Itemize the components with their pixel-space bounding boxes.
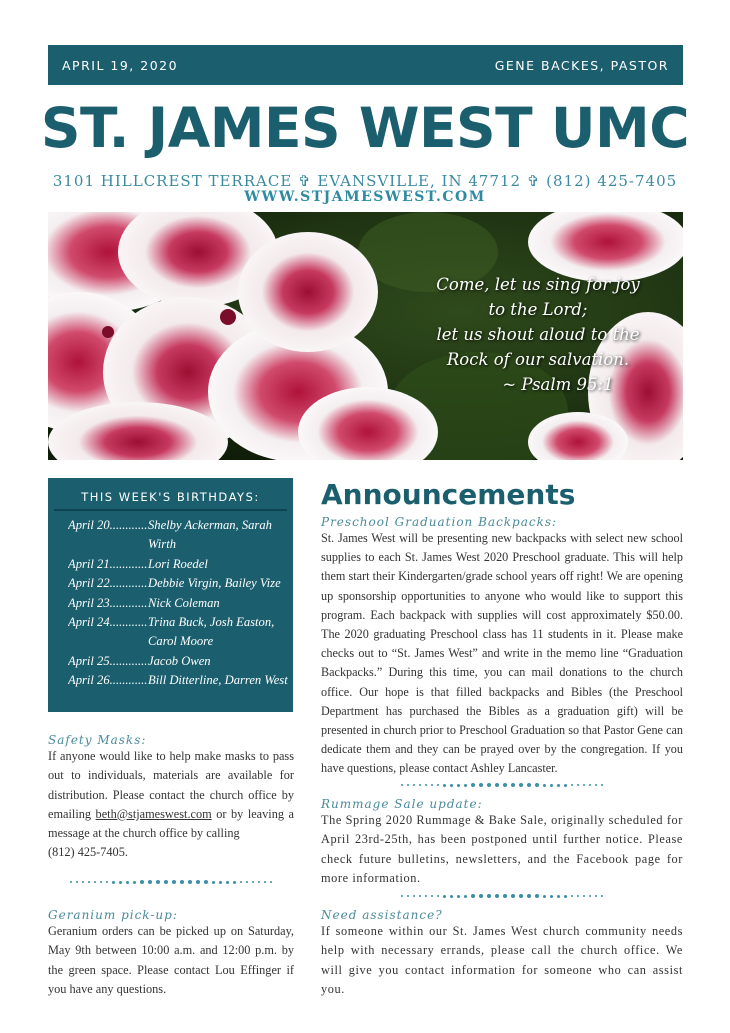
birthday-row <box>68 574 293 593</box>
quote-line: Come, let us sing for joy <box>436 275 640 294</box>
birthday-date: April 22 ..... <box>68 574 148 593</box>
divider-dot <box>112 881 115 884</box>
divider-dot <box>495 894 499 898</box>
divider-dot <box>126 881 129 884</box>
birthday-names: Bill Ditterline, Darren West <box>148 673 288 688</box>
divider-dot <box>464 895 467 898</box>
email-link[interactable]: beth@stjameswest.com <box>95 806 212 821</box>
hero-image <box>48 212 683 460</box>
divider-dot <box>264 881 266 883</box>
divider-dot <box>164 880 168 884</box>
birthday-row <box>68 555 293 574</box>
divider-dot <box>519 783 523 787</box>
divider-dot <box>270 881 272 883</box>
geranium-body: Geranium orders can be picked up on Saturday, May 9th between 10:00 a.m. and 12:00 p.m. by the green space. Please contact Lou Effinger if you have any questions. <box>48 924 294 996</box>
pastor-name: GENE BACKES, PASTOR <box>494 57 669 73</box>
divider-dot <box>564 895 567 898</box>
divider-dot <box>577 895 579 897</box>
birthday-date: April 23 ..... <box>68 594 148 613</box>
rummage-body: The Spring 2020 Rummage & Bake Sale, originally scheduled for April 23rd-25th, has been postponed until further notice. Please check future bulletins, newsletters, and the Facebook page for more information. <box>321 813 683 885</box>
divider-dot <box>425 784 427 786</box>
divider-dot <box>589 895 591 897</box>
birthday-row <box>68 613 293 652</box>
divider-dot <box>557 895 560 898</box>
divider-dot <box>401 895 403 897</box>
divider-dot <box>503 894 507 898</box>
divider-dot <box>457 784 460 787</box>
birthday-date: April 21 ..... <box>68 555 148 574</box>
preschool-body: St. James West will be presenting new backpacks with select new school supplies to each St. James West 2020 Preschool graduate. This will help them start their Kindergarten/grade school years off right! We are opening up sponsorship opportunities to anyone who would like to support this program. Each backpack with supplies will cost approximately $50.00. The 2020 graduating Preschool class has 11 students in it. Please make checks out to “St. James West” and write in the memo line “Graduation Backpacks.” During this time, you can mail donations to the church office. Our hope is that filled backpacks and Bibles (the Preschool Department has purchased the Bibles as a graduation gift) will be presented in church prior to Preschool Graduation so that Pastor Gene can dedicate them and they can be prayed over by the congregation. If you have questions, please contact Ashley Lancaster. <box>321 531 683 776</box>
divider-dot <box>511 894 515 898</box>
divider-dot <box>457 895 460 898</box>
divider-dot <box>133 881 136 884</box>
divider-dot <box>550 895 553 898</box>
divider-dot <box>543 784 546 787</box>
rummage-heading: Rummage Sale update: <box>321 797 483 811</box>
divider-dot <box>595 895 597 897</box>
divider-dot <box>577 784 579 786</box>
divider-dot <box>431 895 433 897</box>
church-address: 3101 HILLCREST TERRACE ✞ EVANSVILLE, IN 47712 ✞ (812) 425-7405 <box>52 172 678 190</box>
divider-dot <box>450 784 453 787</box>
assistance-body: If someone within our St. James West church community needs help with necessary errands, please call the church office. We will give you contact information for someone who can assist you. <box>321 924 683 996</box>
divider-dot <box>246 881 248 883</box>
divider-dot <box>535 894 539 898</box>
divider-dot <box>450 895 453 898</box>
divider-dot <box>196 880 200 884</box>
birthday-names: Trina Buck, Josh Easton, Carol Moore <box>148 615 275 649</box>
birthdays-box <box>48 478 293 712</box>
divider-dot <box>413 784 415 786</box>
divider-dot <box>437 784 439 786</box>
birthday-date: April 20 ..... <box>68 516 148 555</box>
header-bar <box>48 45 683 85</box>
divider-dot <box>479 783 483 787</box>
divider-dot <box>172 880 176 884</box>
divider-dot <box>589 784 591 786</box>
divider-dot <box>156 880 160 884</box>
divider-dot <box>571 895 573 897</box>
birthday-row <box>68 652 293 671</box>
quote-line: to the Lord; <box>488 300 588 319</box>
birthdays-list <box>48 511 293 691</box>
preschool-section <box>321 515 683 779</box>
safety-heading: Safety Masks: <box>48 733 147 747</box>
divider-dot <box>180 880 184 884</box>
divider-dot <box>583 784 585 786</box>
quote-line: let us shout aloud to the <box>436 325 640 344</box>
divider-dot <box>464 784 467 787</box>
divider-dot <box>188 880 192 884</box>
divider-dot <box>601 895 603 897</box>
birthday-names: Lori Roedel <box>148 556 208 571</box>
divider-dot <box>543 895 546 898</box>
divider-dot <box>471 894 475 898</box>
divider-dot <box>443 784 446 787</box>
announcements-title: Announcements <box>321 478 576 511</box>
divider-dot <box>106 881 108 883</box>
birthday-names: Jacob Owen <box>148 653 211 668</box>
assistance-heading: Need assistance? <box>321 908 443 922</box>
divider-dot <box>419 895 421 897</box>
divider-dots <box>48 880 294 884</box>
divider-dot <box>571 784 573 786</box>
divider-dot <box>258 881 260 883</box>
divider-dot <box>557 784 560 787</box>
divider-dot <box>535 783 539 787</box>
divider-dot <box>419 784 421 786</box>
divider-dot <box>437 895 439 897</box>
divider-dot <box>431 784 433 786</box>
divider-dot <box>219 881 222 884</box>
birthdays-title: THIS WEEK'S BIRTHDAYS: <box>54 478 287 511</box>
divider-dot <box>140 880 144 884</box>
quote-line: Rock of our salvation. <box>446 350 630 369</box>
divider-dot <box>88 881 90 883</box>
divider-dot <box>527 894 531 898</box>
birthday-names: Debbie Virgin, Bailey Vize <box>148 576 281 591</box>
divider-dots <box>321 783 683 787</box>
divider-dot <box>527 783 531 787</box>
divider-dot <box>583 895 585 897</box>
divider-dot <box>252 881 254 883</box>
birthday-names: Shelby Ackerman, Sarah Wirth <box>148 518 272 552</box>
divider-dot <box>407 895 409 897</box>
divider-dot <box>425 895 427 897</box>
divider-dot <box>601 784 603 786</box>
divider-dot <box>70 881 72 883</box>
preschool-heading: Preschool Graduation Backpacks: <box>321 515 558 529</box>
divider-dot <box>595 784 597 786</box>
divider-dot <box>519 894 523 898</box>
divider-dot <box>204 880 208 884</box>
divider-dot <box>148 880 152 884</box>
assistance-section <box>321 908 683 999</box>
divider-dot <box>100 881 102 883</box>
church-title: ST. JAMES WEST UMC <box>40 96 690 160</box>
divider-dot <box>479 894 483 898</box>
divider-dot <box>119 881 122 884</box>
geranium-section <box>48 908 294 999</box>
safety-section <box>48 733 294 863</box>
divider-dot <box>495 783 499 787</box>
divider-dot <box>407 784 409 786</box>
divider-dot <box>443 895 446 898</box>
divider-dot <box>413 895 415 897</box>
rummage-section <box>321 797 683 888</box>
divider-dots <box>321 894 683 898</box>
divider-dot <box>511 783 515 787</box>
divider-dot <box>76 881 78 883</box>
safety-phone: (812) 425-7405. <box>48 845 128 860</box>
birthday-row <box>68 671 293 690</box>
bulletin-date: APRIL 19, 2020 <box>62 57 179 73</box>
divider-dot <box>94 881 96 883</box>
birthday-names: Nick Coleman <box>148 595 220 610</box>
divider-dot <box>233 881 236 884</box>
birthday-date: April 25 ..... <box>68 652 148 671</box>
scripture-quote <box>388 272 683 397</box>
birthday-row <box>68 594 293 613</box>
divider-dot <box>503 783 507 787</box>
safety-body <box>48 747 294 863</box>
quote-citation: ~ Psalm 95:1 <box>502 375 614 394</box>
divider-dot <box>240 881 242 883</box>
divider-dot <box>487 894 491 898</box>
divider-dot <box>550 784 553 787</box>
divider-dot <box>487 783 491 787</box>
birthday-row <box>68 516 293 555</box>
birthday-date: April 26 ..... <box>68 671 148 690</box>
divider-dot <box>471 783 475 787</box>
safety-text-cont: or by leaving a message at the church office by calling <box>48 806 294 841</box>
geranium-heading: Geranium pick-up: <box>48 908 178 922</box>
divider-dot <box>212 881 215 884</box>
divider-dot <box>564 784 567 787</box>
divider-dot <box>82 881 84 883</box>
church-website[interactable]: WWW.STJAMESWEST.COM <box>244 189 486 205</box>
safety-text: If anyone would like to help make masks to pass out to individuals, materials are available for distribution. Please contact the church office by emailing <box>48 749 294 821</box>
divider-dot <box>401 784 403 786</box>
birthday-date: April 24 ..... <box>68 613 148 652</box>
divider-dot <box>226 881 229 884</box>
